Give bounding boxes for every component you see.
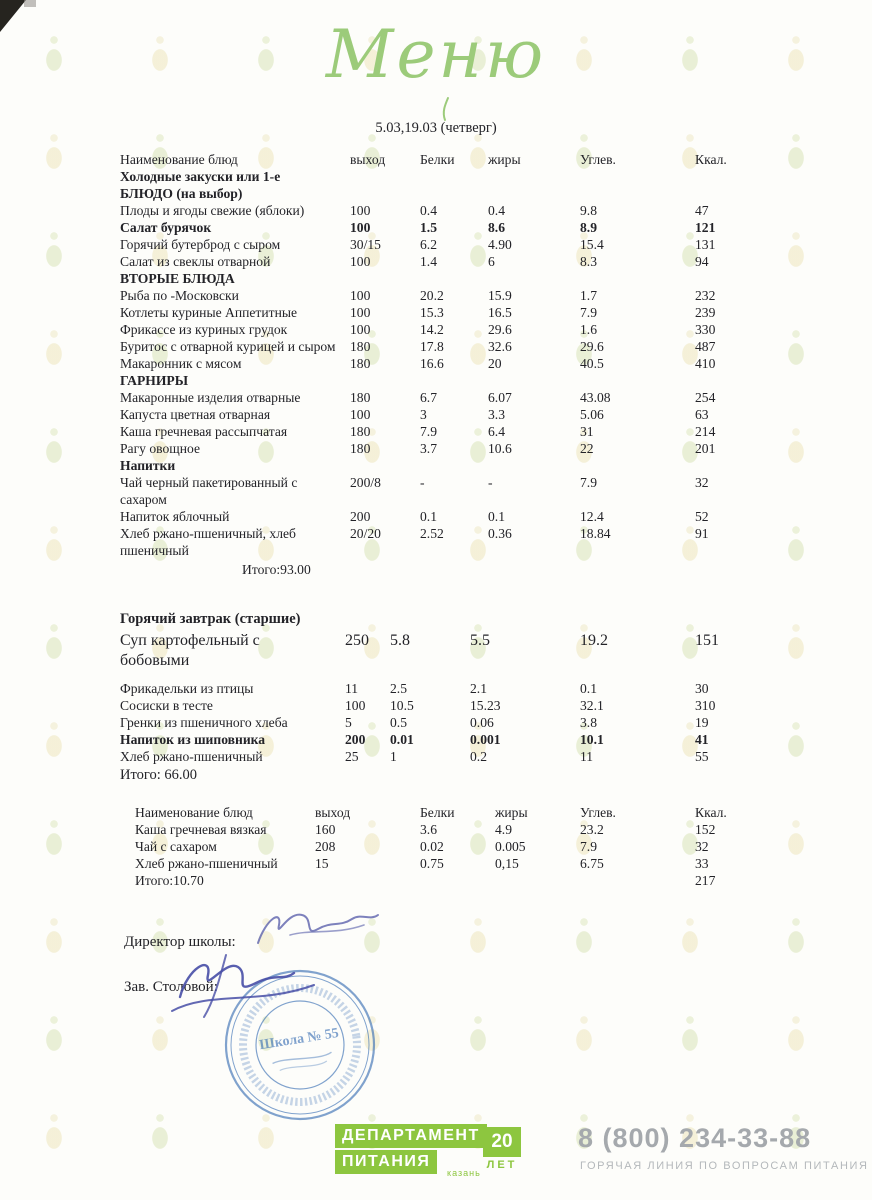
table-cell: 6.2	[420, 237, 437, 252]
table-cell: 20/20	[350, 526, 381, 541]
table-cell: 3.3	[488, 407, 505, 422]
table-cell: 91	[695, 526, 709, 541]
table-cell: 31	[580, 424, 594, 439]
table-row	[120, 508, 782, 525]
table-cell: 18.84	[580, 526, 611, 541]
table-cell: выход	[315, 805, 351, 820]
table-cell: 0,15	[495, 856, 519, 871]
table-cell: 0.4	[420, 203, 437, 218]
table-cell: 0.2	[470, 749, 487, 764]
section-title: ГАРНИРЫ	[120, 373, 189, 388]
table-cell: выход	[350, 152, 386, 167]
table-row	[120, 680, 782, 697]
table-cell: 410	[695, 356, 716, 371]
table-cell: 16.6	[420, 356, 444, 371]
table-cell: -	[420, 475, 425, 490]
table-cell: 180	[350, 390, 371, 405]
table-cell: 41	[695, 732, 709, 747]
second-menu-rows	[135, 804, 783, 889]
breakfast-table	[120, 610, 782, 784]
table-cell	[580, 872, 695, 889]
second-menu-table	[135, 804, 783, 889]
table-cell: 131	[695, 237, 716, 252]
table-cell: 180	[350, 339, 371, 354]
table-cell: 152	[695, 822, 716, 837]
total-breakfast: Итого: 66.00	[120, 767, 197, 783]
table-cell: Наименование блюд	[135, 805, 253, 820]
table-cell: 0.1	[580, 681, 597, 696]
table-cell: Рыба по -Московски	[120, 288, 239, 303]
table-row	[135, 804, 783, 821]
table-cell: Чай черный пакетированный с сахаром	[120, 475, 298, 507]
table-cell: Салат из свеклы отварной	[120, 254, 271, 269]
section-title: Напитки	[120, 458, 176, 473]
breakfast-rows	[120, 631, 782, 765]
table-row	[120, 731, 782, 748]
table-cell: 20.2	[420, 288, 444, 303]
table-cell: 1.6	[580, 322, 597, 337]
table-cell: 2.5	[390, 681, 407, 696]
table-cell: Чай с сахаром	[135, 839, 217, 854]
table-cell: 10.6	[488, 441, 512, 456]
table-row	[135, 855, 783, 872]
zav-signature	[168, 949, 318, 1024]
table-cell: 16.5	[488, 305, 512, 320]
table-row	[120, 236, 782, 253]
table-cell: 0.1	[488, 509, 505, 524]
table-cell: 32.1	[580, 698, 604, 713]
table-cell: Салат бурячок	[120, 220, 212, 235]
table-cell: 15.9	[488, 288, 512, 303]
table-cell: Гренки из пшеничного хлеба	[120, 715, 288, 730]
table-cell: 2.1	[470, 681, 487, 696]
section-title: Холодные закуски или 1-е	[120, 169, 281, 184]
table-cell: 32	[695, 475, 709, 490]
table-row	[135, 838, 783, 855]
table-cell: Итого:10.70	[135, 873, 204, 888]
table-cell: 52	[695, 509, 709, 524]
logo-line1: ДЕПАРТАМЕНТ	[335, 1124, 487, 1148]
table-cell: 100	[350, 220, 371, 235]
table-cell: 6.75	[580, 856, 604, 871]
table-cell: 19.2	[580, 632, 608, 649]
table-cell: 1	[390, 749, 397, 764]
table-cell: 7.9	[420, 424, 437, 439]
table-cell: 7.9	[580, 839, 597, 854]
anniversary-badge	[483, 1127, 521, 1171]
table-cell: жиры	[488, 152, 521, 167]
table-cell: Ккал.	[695, 152, 727, 167]
section-title: ВТОРЫЕ БЛЮДА	[120, 271, 235, 286]
table-cell	[495, 872, 580, 889]
table-cell: Рагу овощное	[120, 441, 201, 456]
table-cell: 6	[488, 254, 495, 269]
table-cell: Каша гречневая вязкая	[135, 822, 267, 837]
table-cell: Фрикассе из куриных грудок	[120, 322, 288, 337]
main-menu-table	[120, 151, 782, 578]
table-cell: 43.08	[580, 390, 611, 405]
hotline-caption: ГОРЯЧАЯ ЛИНИЯ ПО ВОПРОСАМ ПИТАНИЯ	[580, 1160, 869, 1172]
table-cell: 40.5	[580, 356, 604, 371]
badge-number: 20	[483, 1127, 521, 1157]
stamp-text: Школа № 55	[258, 1025, 340, 1054]
table-cell: 7.9	[580, 305, 597, 320]
table-row	[120, 355, 782, 372]
table-cell: 200	[345, 732, 366, 747]
table-cell: 208	[315, 839, 336, 854]
table-cell: 12.4	[580, 509, 604, 524]
table-cell: Сосиски в тесте	[120, 698, 213, 713]
table-row	[120, 389, 782, 406]
table-cell: 2.52	[420, 526, 444, 541]
table-cell: 9.8	[580, 203, 597, 218]
table-cell: Плоды и ягоды свежие (яблоки)	[120, 203, 305, 218]
table-cell: 100	[350, 254, 371, 269]
table-cell: 15	[315, 856, 329, 871]
table-cell: 0.06	[470, 715, 494, 730]
main-menu-rows	[120, 151, 782, 559]
table-cell: 201	[695, 441, 716, 456]
table-cell: 214	[695, 424, 716, 439]
table-cell: Макаронник с мясом	[120, 356, 242, 371]
breakfast-title: Горячий завтрак (старшие)	[120, 611, 301, 627]
table-cell: 1.5	[420, 220, 437, 235]
table-row	[120, 423, 782, 440]
table-cell: 6.7	[420, 390, 437, 405]
table-cell: Углев.	[580, 152, 616, 167]
footer	[0, 1122, 872, 1192]
table-cell: 47	[695, 203, 709, 218]
table-cell: 160	[315, 822, 336, 837]
table-cell: 32	[695, 839, 709, 854]
table-cell: Фрикадельки из птицы	[120, 681, 254, 696]
table-row	[135, 872, 783, 889]
table-cell: Ккал.	[695, 805, 727, 820]
table-cell: Суп картофельный с бобовыми	[120, 632, 260, 669]
badge-label: ЛЕТ	[486, 1159, 518, 1171]
table-cell: 100	[350, 305, 371, 320]
table-cell: 100	[345, 698, 366, 713]
table-cell: Углев.	[580, 805, 616, 820]
table-cell: 10.1	[580, 732, 604, 747]
table-cell: Хлеб ржано-пшеничный	[120, 749, 263, 764]
menu-date: 5.03,19.03 (четверг)	[375, 120, 497, 136]
table-row	[120, 151, 782, 168]
table-row	[120, 338, 782, 355]
table-cell: Белки	[420, 152, 455, 167]
table-cell: Напиток из шиповника	[120, 732, 266, 747]
table-cell: 3	[420, 407, 427, 422]
table-cell: Хлеб ржано-пшеничный	[135, 856, 278, 871]
table-cell: 180	[350, 424, 371, 439]
table-row	[120, 525, 782, 559]
scan-artifact	[24, 0, 36, 7]
table-cell: 0.75	[420, 856, 444, 871]
table-cell: 0.5	[390, 715, 407, 730]
title-flourish	[438, 96, 454, 122]
table-cell: 8.6	[488, 220, 505, 235]
table-cell: 3.6	[420, 822, 437, 837]
table-cell: 0.36	[488, 526, 512, 541]
table-cell: 0.01	[390, 732, 414, 747]
table-row	[120, 321, 782, 338]
table-cell: 4.90	[488, 237, 512, 252]
table-cell: 7.9	[580, 475, 597, 490]
table-row	[120, 474, 782, 508]
table-cell: 33	[695, 856, 709, 871]
table-cell: 1.7	[580, 288, 597, 303]
table-cell: 487	[695, 339, 716, 354]
table-cell: 0.4	[488, 203, 505, 218]
zav-label: Зав. Столовой:	[124, 979, 218, 995]
table-cell: Белки	[420, 805, 455, 820]
table-cell: 4.9	[495, 822, 512, 837]
table-cell: 23.2	[580, 822, 604, 837]
table-row	[120, 406, 782, 423]
table-row	[120, 714, 782, 731]
table-cell: Капуста цветная отварная	[120, 407, 271, 422]
table-cell: 29.6	[488, 322, 512, 337]
table-cell: -	[488, 475, 493, 490]
table-row	[120, 253, 782, 270]
table-cell: Буритос с отварной курицей и сыром	[120, 339, 336, 354]
table-cell: 5.06	[580, 407, 604, 422]
table-cell: 11	[345, 681, 359, 696]
table-cell: 15.3	[420, 305, 444, 320]
table-cell: 11	[580, 749, 594, 764]
table-cell: 15.4	[580, 237, 604, 252]
hotline-phone: 8 (800) 234-33-88	[578, 1123, 812, 1153]
table-cell: 6.07	[488, 390, 512, 405]
table-cell: Наименование блюд	[120, 152, 238, 167]
table-cell: 180	[350, 441, 371, 456]
section-title: БЛЮДО (на выбор)	[120, 186, 243, 201]
table-cell: 250	[345, 632, 369, 649]
table-cell: 63	[695, 407, 709, 422]
table-cell: 0.001	[470, 732, 501, 747]
table-cell: 19	[695, 715, 709, 730]
table-cell: 200	[350, 509, 371, 524]
table-cell: Напиток яблочный	[120, 509, 230, 524]
table-cell: 6.4	[488, 424, 505, 439]
table-cell: 330	[695, 322, 716, 337]
table-cell: 30	[695, 681, 709, 696]
table-cell: 55	[695, 749, 709, 764]
table-cell: Котлеты куриные Аппетитные	[120, 305, 298, 320]
table-cell: 5.5	[470, 632, 490, 649]
table-cell: 3.7	[420, 441, 437, 456]
table-cell	[315, 872, 420, 889]
logo-line2: ПИТАНИЯ	[335, 1150, 437, 1174]
table-cell: 121	[695, 220, 716, 235]
table-cell	[420, 872, 495, 889]
table-cell: 310	[695, 698, 716, 713]
table-cell: 22	[580, 441, 594, 456]
table-row	[120, 202, 782, 219]
table-cell: 100	[350, 322, 371, 337]
table-cell: 217	[695, 873, 716, 888]
table-cell: 25	[345, 749, 359, 764]
table-cell: 254	[695, 390, 716, 405]
table-cell: 32.6	[488, 339, 512, 354]
table-cell: 8.3	[580, 254, 597, 269]
total-main: Итого:93.00	[242, 562, 311, 577]
table-row	[120, 304, 782, 321]
table-row	[120, 440, 782, 457]
table-cell: 29.6	[580, 339, 604, 354]
department-logo	[335, 1124, 535, 1178]
table-cell: 239	[695, 305, 716, 320]
table-cell: 0.1	[420, 509, 437, 524]
table-cell: 20	[488, 356, 502, 371]
table-cell: 100	[350, 288, 371, 303]
table-cell: 100	[350, 407, 371, 422]
page-title: Меню	[325, 16, 547, 93]
table-cell: Горячий бутерброд с сыром	[120, 237, 281, 252]
table-cell: Хлеб ржано-пшеничный, хлеб пшеничный	[120, 526, 296, 558]
table-row	[120, 219, 782, 236]
table-row	[120, 697, 782, 714]
table-row	[135, 821, 783, 838]
table-cell: 1.4	[420, 254, 437, 269]
table-cell: 10.5	[390, 698, 414, 713]
table-cell: 0.02	[420, 839, 444, 854]
table-cell: 17.8	[420, 339, 444, 354]
table-cell: Каша гречневая рассыпчатая	[120, 424, 288, 439]
table-cell: 0.005	[495, 839, 526, 854]
table-cell: 5	[345, 715, 352, 730]
table-cell: 3.8	[580, 715, 597, 730]
table-cell: Макаронные изделия отварные	[120, 390, 301, 405]
table-cell: 151	[695, 632, 719, 649]
table-cell: 180	[350, 356, 371, 371]
table-row	[120, 631, 782, 671]
table-cell: 100	[350, 203, 371, 218]
logo-city: казань	[447, 1168, 481, 1178]
table-row	[120, 748, 782, 765]
table-cell: 5.8	[390, 632, 410, 649]
table-cell: 200/8	[350, 475, 381, 490]
director-label: Директор школы:	[124, 934, 236, 950]
table-cell: 14.2	[420, 322, 444, 337]
table-cell: 30/15	[350, 237, 381, 252]
table-cell: 232	[695, 288, 716, 303]
table-cell: 15.23	[470, 698, 501, 713]
table-cell: жиры	[495, 805, 528, 820]
table-cell: 94	[695, 254, 709, 269]
table-cell: 8.9	[580, 220, 597, 235]
table-row	[120, 287, 782, 304]
